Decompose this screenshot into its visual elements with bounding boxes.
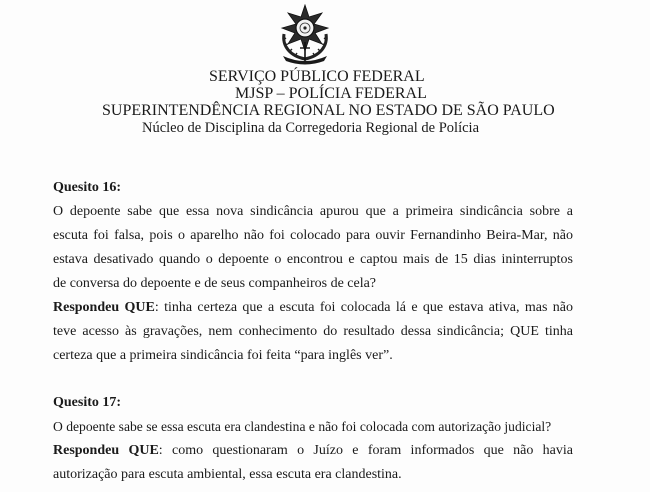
brazil-coat-of-arms-icon	[278, 4, 332, 66]
quesito-17	[53, 391, 573, 487]
question-line: de conversa do depoente e de seus companheiros de cela?	[53, 276, 377, 291]
quesito-16-question	[53, 200, 573, 296]
answer-label: Respondeu QUE	[53, 300, 155, 315]
quesito-17-question	[53, 415, 573, 439]
question-line: O depoente sabe se essa escuta era clandestina e não foi colocada com autorização judicial?	[53, 419, 552, 434]
answer-label: Respondeu QUE	[53, 443, 159, 458]
answer-line	[53, 296, 573, 320]
answer-line: certeza que a primeira sindicância foi feita “para inglês ver”.	[53, 348, 393, 363]
answer-line: teve acesso às gravações, nem conhecimento do resultado dessa sindicância; QUE tinha	[53, 324, 573, 339]
answer-text: : como questionaram o Juízo e foram informados que não havia	[158, 443, 573, 458]
quesito-17-answer	[53, 439, 573, 487]
question-line: O depoente sabe que essa nova sindicância apurou que a primeira sindicância sobre a	[53, 204, 573, 219]
answer-text: : tinha certeza que a escuta foi colocada lá e que estava ativa, mas não	[154, 300, 573, 315]
quesito-17-title: Quesito 17:	[53, 395, 122, 410]
quesito-16	[53, 176, 573, 368]
header-ministry: MJSP – POLÍCIA FEDERAL	[235, 85, 427, 102]
header-superintendency: SUPERINTENDÊNCIA REGIONAL NO ESTADO DE SÃO PAULO	[102, 102, 555, 119]
question-line: escuta foi falsa, pois o aparelho não foi colocado para ouvir Fernandinho Beira-Mar, não	[53, 228, 573, 243]
header-service: SERVIÇO PÚBLICO FEDERAL	[209, 68, 425, 85]
question-line: estava desativado quando o depoente o encontrou e captou mais de 15 dias ininterruptos	[53, 252, 573, 267]
answer-line: autorização para escuta ambiental, essa escuta era clandestina.	[53, 467, 402, 482]
header-nucleus: Núcleo de Disciplina da Corregedoria Regional de Polícia	[142, 120, 480, 136]
quesito-16-answer	[53, 296, 573, 368]
quesito-16-title: Quesito 16:	[53, 180, 122, 195]
answer-line	[53, 439, 573, 463]
